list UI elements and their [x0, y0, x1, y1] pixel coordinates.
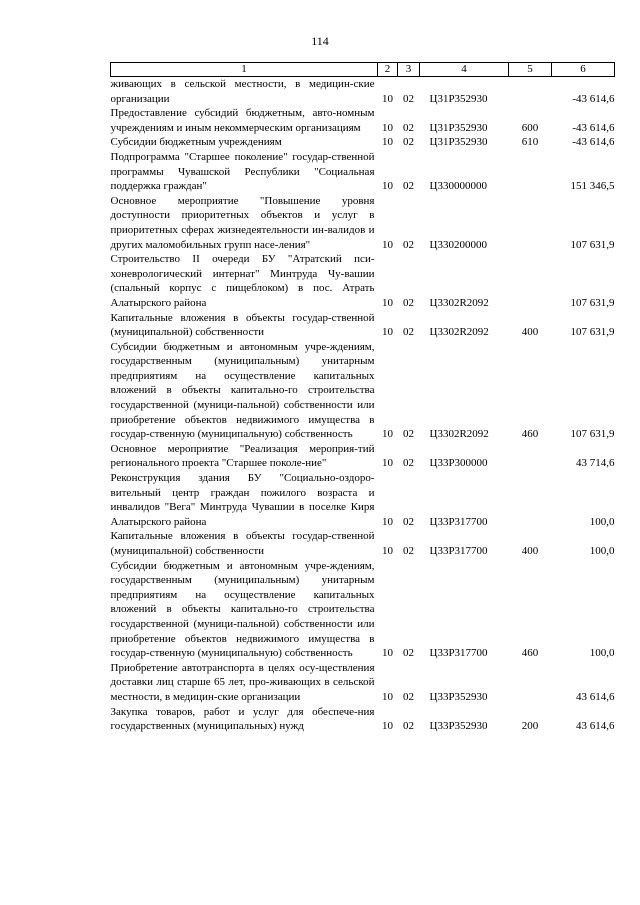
table-row	[111, 135, 615, 150]
row-subsection-cell: 02	[403, 690, 414, 703]
row-target-article-cell: Ц31P352930	[429, 121, 488, 134]
row-name-cell: Основное мероприятие "Повышение уровня доступности приоритетных объектов и услуг в приоритетных сферах жизнедеятельности ин-валидов и других маломобильных групп насе-ления"	[110, 194, 375, 251]
row-target-article-cell: Ц33P317700	[429, 545, 488, 557]
row-expense-type-cell: 400	[521, 326, 539, 339]
row-amount-cell: 43 614,6	[576, 690, 615, 703]
table-row	[111, 705, 615, 734]
row-name-cell: Основное мероприятие "Реализация мероприя-тий регионального проекта "Старшее поколе-ние"	[110, 442, 375, 470]
page-number: 114	[311, 34, 329, 48]
row-amount-cell: -43 614,6	[572, 136, 615, 149]
row-target-article-cell: Ц33P317700	[429, 515, 488, 528]
row-expense-type-cell	[509, 252, 552, 310]
row-name-cell: Субсидии бюджетным и автономным учре-ждениям, государственным (муниципальным) унитарным предприятиям на осуществление капитальных вложений в объекты капитально-го строительства государственной (муници-пальной) собственности или приобретение объектов недвижимого имущества в государ-ственную (муниципальную) собственность	[110, 340, 375, 441]
row-amount-cell: 100,0	[589, 647, 615, 660]
row-amount-cell: 100,0	[589, 515, 615, 528]
row-target-article-cell: Ц33P317700	[429, 647, 488, 660]
row-amount-cell: -43 614,6	[572, 121, 615, 134]
header-col-1: 1	[111, 63, 378, 77]
row-name-cell: Приобретение автотранспорта в целях осу-ществления доставки лиц старше 65 лет, про-живающих в сельской местности, в медицин-ские организации	[110, 661, 375, 703]
row-name-cell: живающих в сельской местности, в медицин-ские организации	[110, 78, 375, 105]
row-name-cell: Капитальные вложения в объекты государ-ственной (муниципальной) собственности	[110, 530, 375, 557]
row-amount-cell: -43 614,6	[572, 92, 615, 105]
header-col-3: 3	[398, 63, 420, 77]
row-section-cell: 10	[382, 515, 393, 528]
row-section-cell: 10	[382, 457, 393, 470]
row-name-cell: Субсидии бюджетным и автономным учре-ждениям, государственным (муниципальным) унитарным предприятиям на осуществление капитальных вложений в объекты капитально-го строительства государственной (муници-пальной) собственности или приобретение объектов недвижимого имущества в государ-ственную (муниципальную) собственность	[110, 559, 375, 660]
row-expense-type-cell: 460	[521, 428, 539, 441]
row-subsection-cell: 02	[403, 428, 414, 441]
row-subsection-cell: 02	[403, 545, 414, 557]
row-expense-type-cell	[509, 661, 552, 705]
row-name-cell: Реконструкция здания БУ "Социально-оздоро-вительный центр граждан пожилого возраста и инвалидов "Вега" Минтруда Чувашии в поселке Киря Алатырского района	[110, 472, 375, 528]
table-header-row	[111, 63, 615, 77]
table-row	[111, 661, 615, 705]
table-row	[111, 340, 615, 442]
row-subsection-cell: 02	[403, 180, 414, 193]
row-amount-cell: 107 631,9	[570, 326, 615, 339]
table-row	[111, 150, 615, 194]
row-name-cell: Капитальные вложения в объекты государ-ственной (муниципальной) собственности	[110, 311, 375, 339]
row-section-cell: 10	[382, 690, 393, 703]
row-section-cell: 10	[382, 180, 393, 193]
row-section-cell: 10	[382, 326, 393, 339]
row-target-article-cell: Ц330000000	[429, 180, 487, 193]
row-name-cell: Закупка товаров, работ и услуг для обеспече-ния государственных (муниципальных) нужд	[110, 705, 375, 733]
row-target-article-cell: Ц33P352930	[429, 690, 488, 703]
table-body	[111, 77, 615, 734]
table-row	[111, 471, 615, 529]
row-expense-type-cell: 610	[521, 136, 539, 149]
row-subsection-cell: 02	[403, 720, 414, 733]
row-name-cell: Подпрограмма "Старшее поколение" государ-ственной программы Чувашской Республики "Социальная поддержка граждан"	[110, 150, 375, 193]
table-row	[111, 529, 615, 558]
row-target-article-cell: Ц31P352930	[429, 92, 488, 105]
row-section-cell: 10	[382, 92, 393, 105]
row-expense-type-cell	[509, 150, 552, 194]
row-subsection-cell: 02	[403, 121, 414, 134]
table-row	[111, 77, 615, 107]
row-expense-type-cell: 200	[521, 720, 539, 733]
table-row	[111, 442, 615, 471]
header-col-2: 2	[378, 63, 398, 77]
row-subsection-cell: 02	[403, 326, 414, 339]
table-row	[111, 559, 615, 661]
row-target-article-cell: Ц3302R2092	[429, 326, 489, 339]
row-name-cell: Строительство II очереди БУ "Атратский пси-хоневрологический интернат" Минтруда Чу-вашии (спальный корпус с пищеблоком) в пос. Атрать Алатырского района	[110, 253, 375, 309]
row-section-cell: 10	[382, 428, 393, 441]
row-name-cell: Предоставление субсидий бюджетным, авто-номным учреждениям и иным некоммерческим организациям	[110, 107, 375, 134]
table-row	[111, 194, 615, 252]
row-expense-type-cell: 400	[521, 545, 539, 557]
row-expense-type-cell: 460	[521, 647, 539, 660]
row-target-article-cell: Ц3302R2092	[429, 428, 489, 441]
row-name-cell: Субсидии бюджетным учреждениям	[110, 136, 282, 149]
row-amount-cell: 100,0	[589, 545, 615, 557]
budget-table	[110, 62, 615, 734]
row-subsection-cell: 02	[403, 92, 414, 105]
row-amount-cell: 107 631,9	[570, 428, 615, 441]
row-target-article-cell: Ц33P352930	[429, 720, 488, 733]
row-expense-type-cell	[509, 442, 552, 471]
table-row	[111, 106, 615, 135]
row-section-cell: 10	[382, 136, 393, 149]
row-section-cell: 10	[382, 647, 393, 660]
row-subsection-cell: 02	[403, 457, 414, 470]
row-section-cell: 10	[382, 296, 393, 309]
row-section-cell: 10	[382, 238, 393, 251]
row-expense-type-cell	[509, 471, 552, 529]
table-row	[111, 311, 615, 340]
table-row	[111, 252, 615, 310]
row-section-cell: 10	[382, 720, 393, 733]
row-subsection-cell: 02	[403, 515, 414, 528]
row-subsection-cell: 02	[403, 238, 414, 251]
row-expense-type-cell: 600	[521, 121, 539, 134]
header-col-6: 6	[552, 63, 615, 77]
row-subsection-cell: 02	[403, 296, 414, 309]
row-amount-cell: 107 631,9	[570, 238, 615, 251]
row-subsection-cell: 02	[403, 647, 414, 660]
row-subsection-cell: 02	[403, 136, 414, 149]
header-col-5: 5	[509, 63, 552, 77]
row-amount-cell: 43 614,6	[576, 720, 615, 733]
row-target-article-cell: Ц330200000	[429, 238, 487, 251]
row-section-cell: 10	[382, 121, 393, 134]
row-amount-cell: 43 714,6	[576, 457, 615, 470]
row-target-article-cell: Ц31P352930	[429, 136, 488, 149]
row-amount-cell: 151 346,5	[570, 180, 615, 193]
row-expense-type-cell	[509, 194, 552, 252]
header-col-4: 4	[420, 63, 509, 77]
row-section-cell: 10	[382, 545, 393, 557]
row-expense-type-cell	[509, 77, 552, 107]
row-target-article-cell: Ц3302R2092	[429, 296, 489, 309]
row-amount-cell: 107 631,9	[570, 296, 615, 309]
row-target-article-cell: Ц33P300000	[429, 457, 488, 470]
